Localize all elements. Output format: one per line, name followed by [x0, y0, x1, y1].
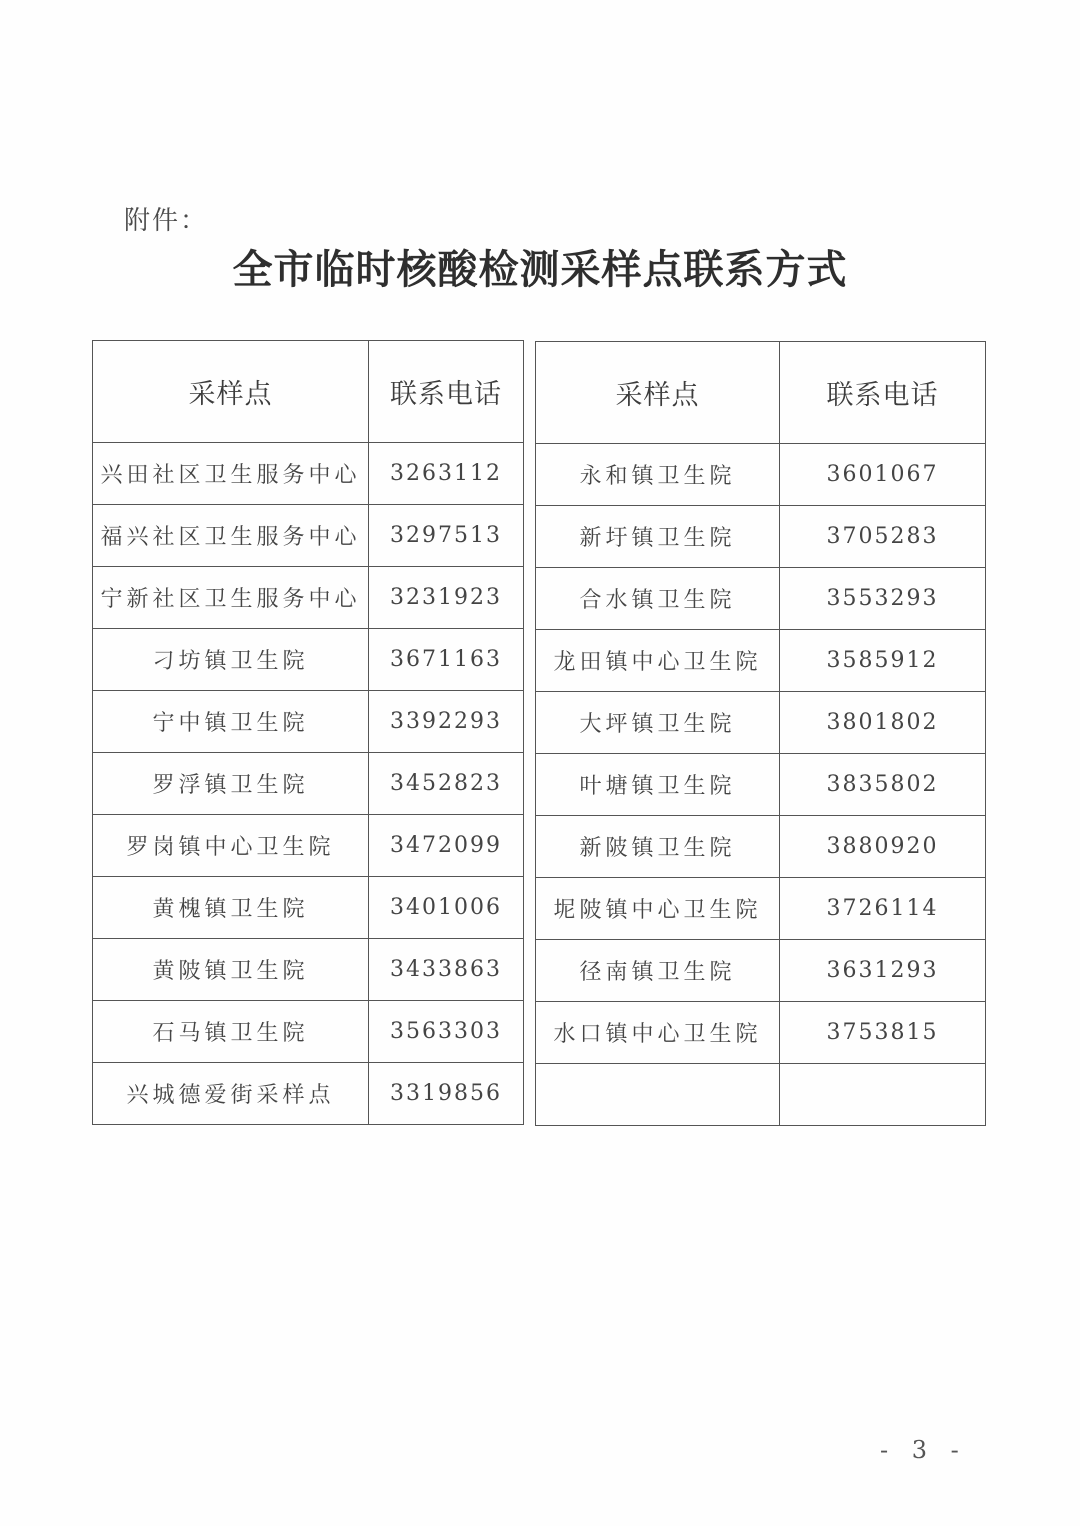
site-name: 罗岗镇中心卫生院	[93, 815, 369, 877]
table-row	[93, 815, 524, 877]
site-column-header: 采样点	[536, 342, 780, 444]
left-contact-table	[92, 340, 524, 1125]
table-row	[93, 877, 524, 939]
site-name: 罗浮镇卫生院	[93, 753, 369, 815]
phone-number: 3231923	[369, 567, 524, 629]
site-name: 坭陂镇中心卫生院	[536, 878, 780, 940]
site-name: 新陂镇卫生院	[536, 816, 780, 878]
table-header-row	[536, 342, 986, 444]
phone-number: 3563303	[369, 1001, 524, 1063]
site-name: 宁中镇卫生院	[93, 691, 369, 753]
site-column-header: 采样点	[93, 341, 369, 443]
table-row	[93, 505, 524, 567]
table-row	[536, 1064, 986, 1126]
site-name: 径南镇卫生院	[536, 940, 780, 1002]
site-name: 石马镇卫生院	[93, 1001, 369, 1063]
table-row	[93, 691, 524, 753]
table-row	[93, 1063, 524, 1125]
table-header-row	[93, 341, 524, 443]
phone-number: 3705283	[780, 506, 986, 568]
site-name: 新圩镇卫生院	[536, 506, 780, 568]
right-contact-table	[535, 341, 986, 1126]
table-row	[536, 630, 986, 692]
page-number: - 3 -	[880, 1436, 967, 1464]
attachment-label: 附件：	[124, 206, 209, 236]
site-name: 水口镇中心卫生院	[536, 1002, 780, 1064]
document-title: 全市临时核酸检测采样点联系方式	[232, 246, 848, 293]
phone-number: 3631293	[780, 940, 986, 1002]
phone-number: 3671163	[369, 629, 524, 691]
phone-number: 3433863	[369, 939, 524, 1001]
table-row	[93, 567, 524, 629]
table-row	[536, 444, 986, 506]
table-row	[536, 754, 986, 816]
site-name	[536, 1064, 780, 1126]
phone-number: 3319856	[369, 1063, 524, 1125]
site-name: 黄槐镇卫生院	[93, 877, 369, 939]
phone-number: 3880920	[780, 816, 986, 878]
phone-number: 3297513	[369, 505, 524, 567]
table-row	[536, 878, 986, 940]
table-row	[536, 940, 986, 1002]
phone-number: 3553293	[780, 568, 986, 630]
site-name: 兴城德爱街采样点	[93, 1063, 369, 1125]
table-row	[536, 1002, 986, 1064]
phone-number: 3753815	[780, 1002, 986, 1064]
table-row	[93, 939, 524, 1001]
phone-number: 3801802	[780, 692, 986, 754]
phone-column-header: 联系电话	[369, 341, 524, 443]
table-row	[536, 506, 986, 568]
table-row	[536, 816, 986, 878]
phone-column-header: 联系电话	[780, 342, 986, 444]
phone-number: 3585912	[780, 630, 986, 692]
phone-number: 3452823	[369, 753, 524, 815]
site-name: 福兴社区卫生服务中心	[93, 505, 369, 567]
phone-number: 3472099	[369, 815, 524, 877]
site-name: 叶塘镇卫生院	[536, 754, 780, 816]
site-name: 宁新社区卫生服务中心	[93, 567, 369, 629]
table-row	[93, 753, 524, 815]
phone-number: 3601067	[780, 444, 986, 506]
table-row	[93, 443, 524, 505]
table-row	[93, 1001, 524, 1063]
site-name: 兴田社区卫生服务中心	[93, 443, 369, 505]
table-row	[93, 629, 524, 691]
site-name: 永和镇卫生院	[536, 444, 780, 506]
phone-number: 3835802	[780, 754, 986, 816]
phone-number: 3726114	[780, 878, 986, 940]
table-row	[536, 568, 986, 630]
site-name: 合水镇卫生院	[536, 568, 780, 630]
site-name: 黄陂镇卫生院	[93, 939, 369, 1001]
site-name: 刁坊镇卫生院	[93, 629, 369, 691]
phone-number: 3392293	[369, 691, 524, 753]
phone-number	[780, 1064, 986, 1126]
phone-number: 3401006	[369, 877, 524, 939]
phone-number: 3263112	[369, 443, 524, 505]
table-row	[536, 692, 986, 754]
site-name: 龙田镇中心卫生院	[536, 630, 780, 692]
site-name: 大坪镇卫生院	[536, 692, 780, 754]
